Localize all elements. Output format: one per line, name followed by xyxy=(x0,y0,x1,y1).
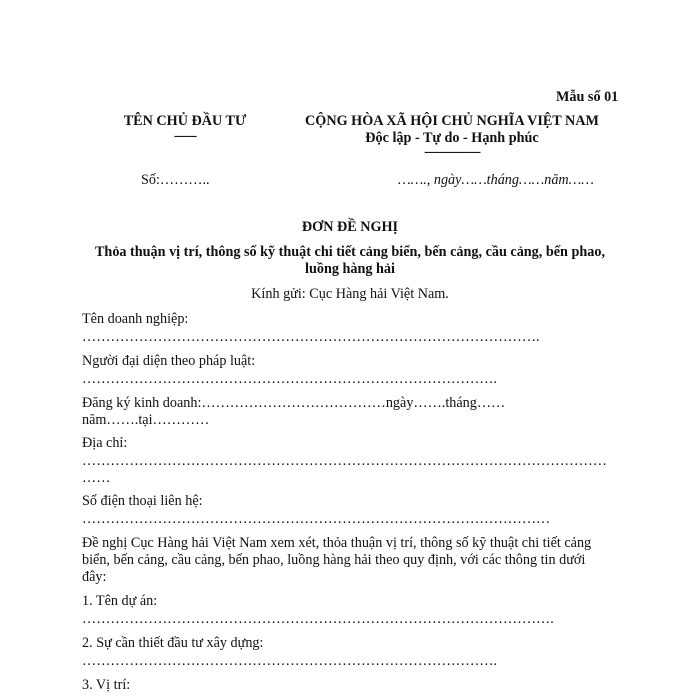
phone-label: Số điện thoại liên hệ: xyxy=(82,493,203,509)
item-project-name-dots: ………………………………………………………………………………………. xyxy=(82,611,554,627)
owner-rule: ------ xyxy=(173,128,197,144)
request-line2: biển, bến cảng, cầu cảng, bến phao, luồng hàng hải theo quy định, với các thông tin dưới xyxy=(82,552,586,568)
representative-label: Người đại diện theo pháp luật: xyxy=(82,353,256,369)
phone-dots: ……………………………………………………………………………………… xyxy=(82,511,551,527)
motto-rule: --------------- xyxy=(424,144,480,160)
address-dots-continued: …… xyxy=(82,470,111,486)
document-title: ĐƠN ĐỀ NGHỊ xyxy=(301,219,399,235)
address-dots: ………………………………………………………………………………………………… xyxy=(82,453,607,469)
document-number: Số:……….. xyxy=(141,172,210,188)
form-number: Mẫu số 01 xyxy=(556,89,619,105)
registration-line1: Đăng ký kinh doanh:…………………………………ngày…….tháng…… xyxy=(82,395,506,411)
addressee: Kính gửi: Cục Hàng hải Việt Nam. xyxy=(251,286,449,302)
item-project-name-label: 1. Tên dự án: xyxy=(82,593,158,609)
address-label: Địa chỉ: xyxy=(82,435,128,451)
item-necessity-label: 2. Sự cần thiết đầu tư xây dựng: xyxy=(82,635,264,651)
national-title: CỘNG HÒA XÃ HỘI CHỦ NGHĨA VIỆT NAM xyxy=(305,113,599,129)
company-dots: ……………………………………………………………………………………. xyxy=(82,329,540,345)
registration-line2: năm…….tại………… xyxy=(82,412,210,428)
request-line3: đây: xyxy=(82,569,107,585)
document-date: ……., ngày……tháng……năm…… xyxy=(398,172,594,188)
company-label: Tên doanh nghiệp: xyxy=(82,311,189,327)
document-subtitle-line1: Thỏa thuận vị trí, thông số kỹ thuật chi tiết cảng biển, bến cảng, cầu cảng, bến phao, xyxy=(94,244,606,260)
document-subtitle-line2: luồng hàng hải xyxy=(305,261,395,277)
request-line1: Đề nghị Cục Hàng hải Việt Nam xem xét, thỏa thuận vị trí, thông số kỹ thuật chi tiết cảng xyxy=(82,535,592,551)
item-location-label: 3. Vị trí: xyxy=(82,677,131,693)
owner-label: TÊN CHỦ ĐẦU TƯ xyxy=(123,113,247,129)
representative-dots: ……………………………………………………………………………. xyxy=(82,371,497,387)
item-necessity-dots: ……………………………………………………………………………. xyxy=(82,653,497,669)
national-motto: Độc lập - Tự do - Hạnh phúc xyxy=(365,130,539,146)
